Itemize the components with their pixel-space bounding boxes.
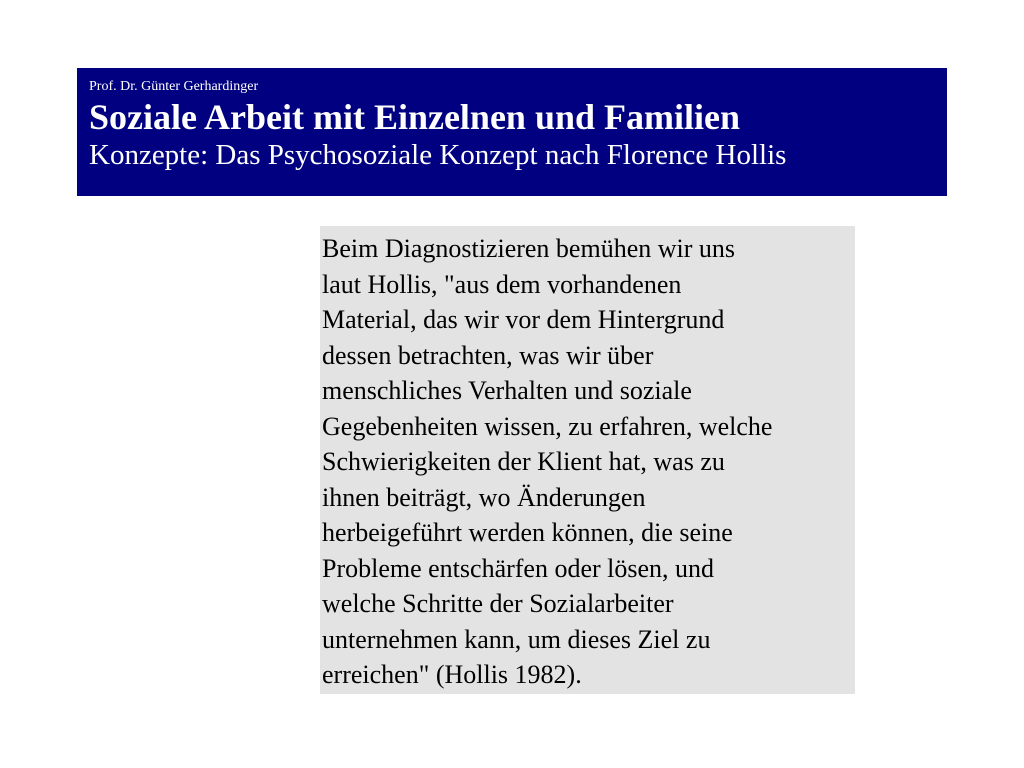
quote-line: unternehmen kann, um dieses Ziel zu [322, 624, 711, 654]
quote-line: Gegebenheiten wissen, zu erfahren, welche [322, 411, 773, 441]
quote-line: herbeigeführt werden können, die seine [322, 518, 733, 547]
quote-line: ihnen beiträgt, wo Änderungen [322, 482, 646, 512]
quote-line: dessen betrachten, was wir über [322, 340, 654, 370]
slide-title: Soziale Arbeit mit Einzelnen und Familien [89, 97, 741, 137]
quote-box [320, 226, 855, 694]
quote-line: laut Hollis, "aus dem vorhandenen [322, 269, 682, 299]
header-banner [77, 68, 947, 196]
quote-line: Beim Diagnostizieren bemühen wir uns [322, 234, 736, 263]
slide-subtitle: Konzepte: Das Psychosoziale Konzept nach Florence Hollis [89, 139, 787, 171]
quote-line: Probleme entschärfen oder lösen, und [322, 553, 715, 583]
quote-line: menschliches Verhalten und soziale [322, 376, 692, 405]
quote-line: Schwierigkeiten der Klient hat, was zu [322, 447, 725, 476]
quote-line: erreichen" (Hollis 1982). [322, 660, 582, 689]
quote-line: Material, das wir vor dem Hintergrund [322, 305, 725, 334]
quote-line: welche Schritte der Sozialarbeiter [322, 589, 674, 618]
author-name: Prof. Dr. Günter Gerhardinger [89, 79, 259, 94]
